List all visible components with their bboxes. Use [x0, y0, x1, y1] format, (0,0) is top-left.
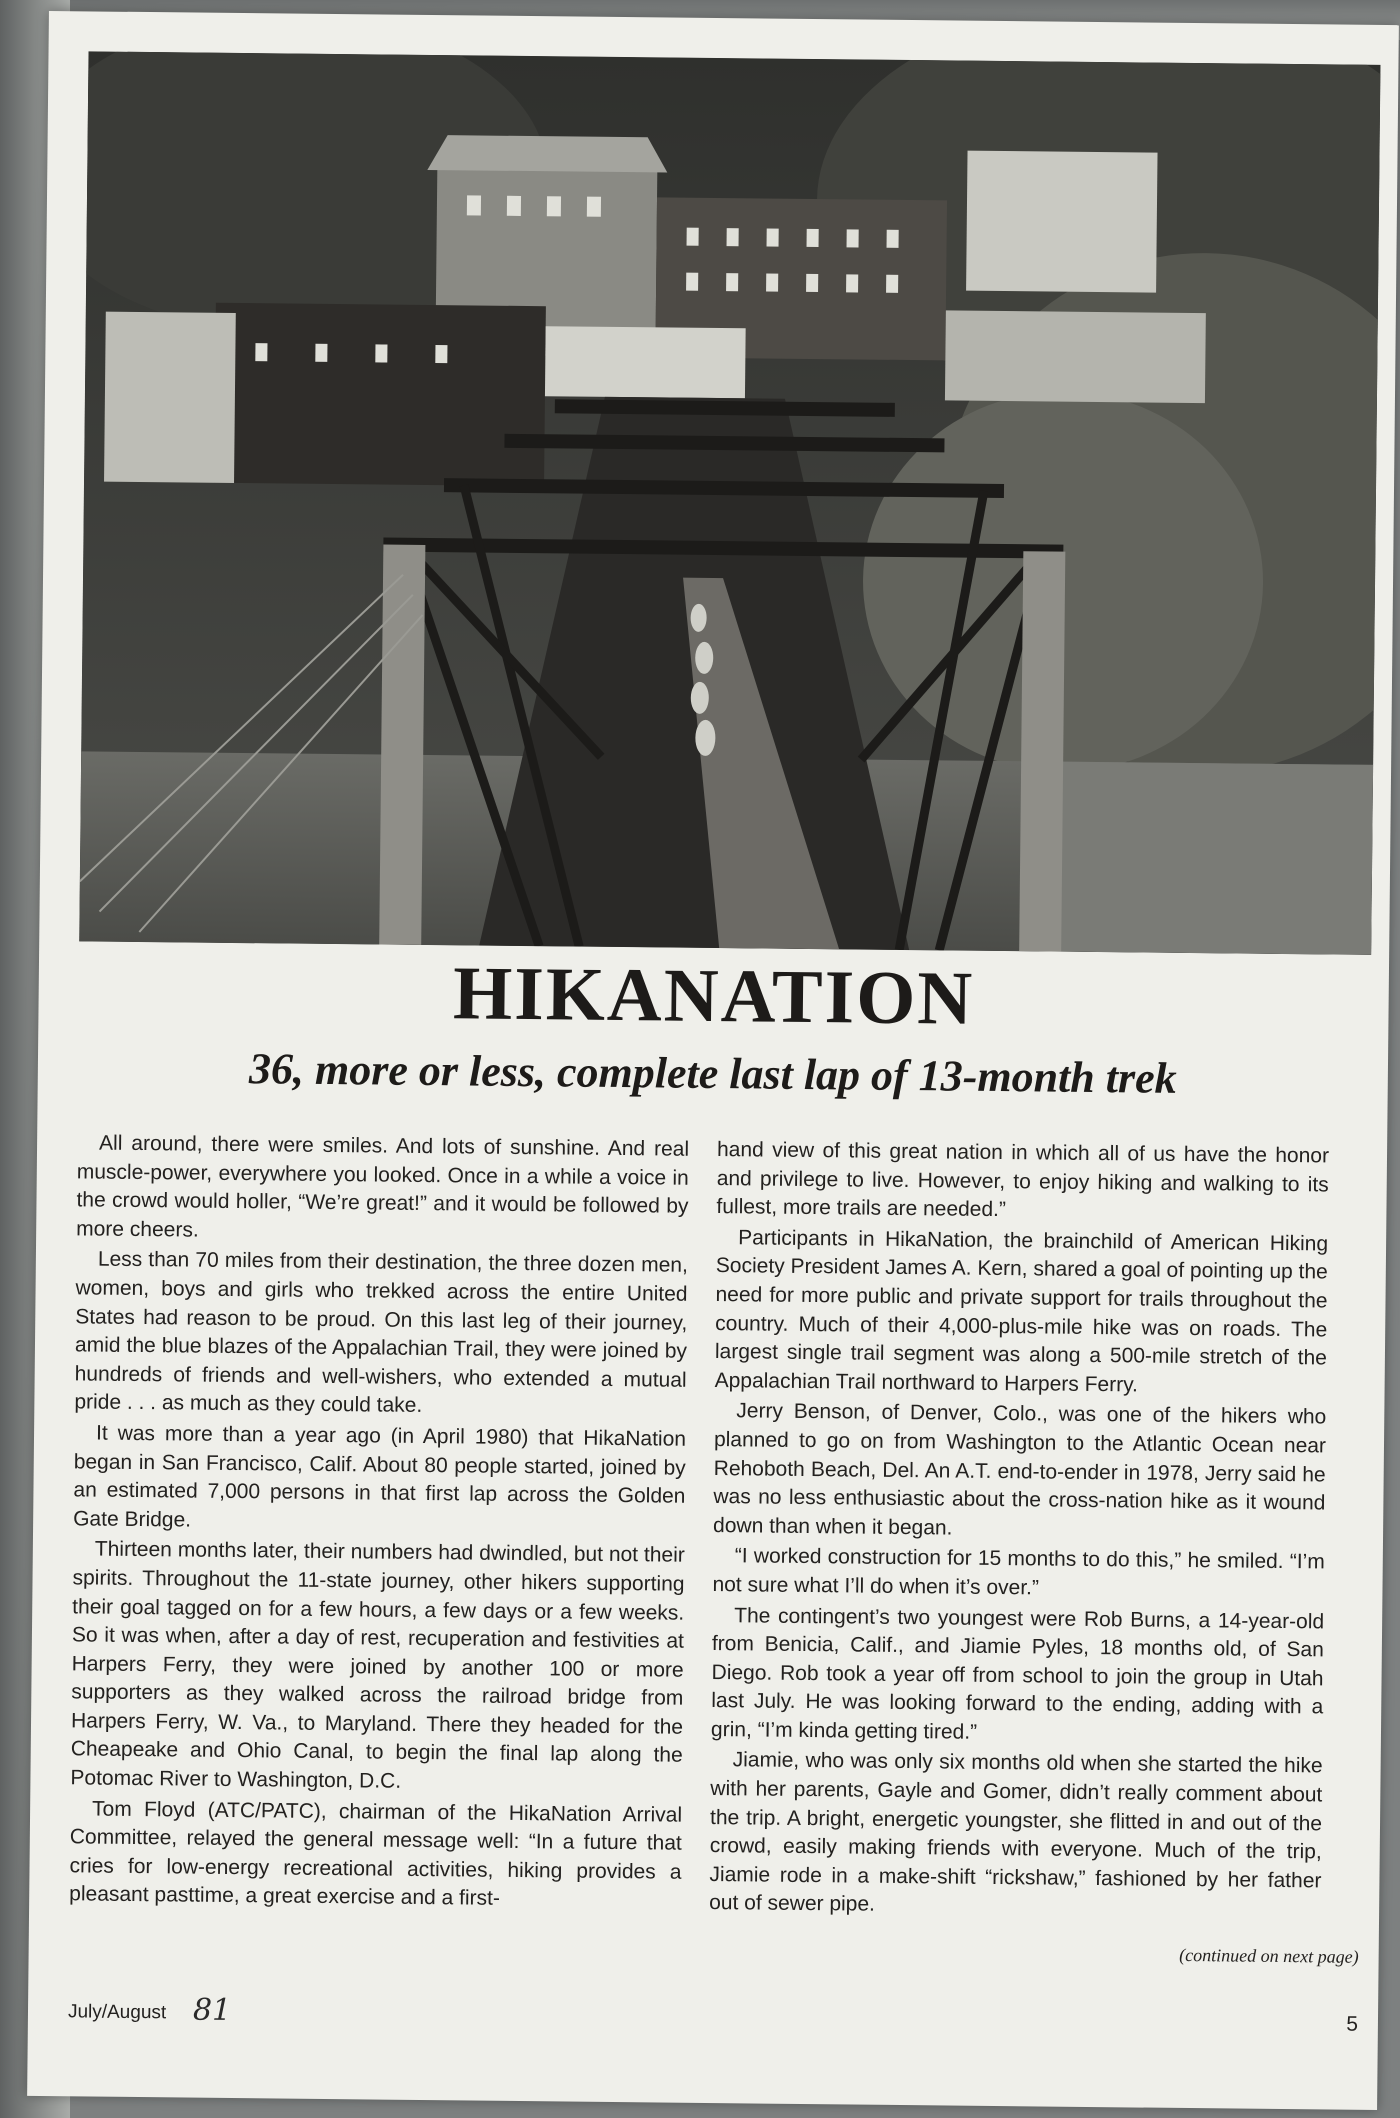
magazine-page	[27, 11, 1399, 2110]
issue-date: July/August	[67, 2001, 167, 2024]
article-paragraph: Tom Floyd (ATC/PATC), chairman of the HikaNation Arrival Committee, relayed the general message well: “In a future that cries for low-energy recreational activities, hiking provides a pleasant pasttime, a great exercise and a first-	[69, 1797, 683, 1911]
article-paragraph: Jerry Benson, of Denver, Colo., was one of the hikers who planned to go on from Washington to the Atlantic Ocean near Rehoboth Beach, Del. An A.T. end-to-ender in 1978, Jerry said he was no less enthusiastic about the cross-nation hike as it wound down than when it began.	[713, 1399, 1327, 1540]
bridge-photo-illustration	[79, 51, 1380, 954]
article-paragraph: Participants in HikaNation, the brainchild of American Hiking Society President James A. Kern, shared a goal of pointing up the need for more public and private support for trails throughout the country. Much of their 4,000-plus-mile hike was on roads. The largest single trail segment was along a 500-mile stretch of the Appalachian Trail northward to Harpers Ferry.	[714, 1226, 1329, 1397]
article-paragraph-continued: hand view of this great nation in which all of us have the honor and privilege to live. However, to enjoy hiking and walking to its fullest, more trails are needed.”	[716, 1138, 1330, 1222]
bridge-photo	[79, 51, 1380, 954]
article-paragraph: It was more than a year ago (in April 1980) that HikaNation began in San Francisco, Calif. About 80 people started, joined by an estimated 7,000 persons in that first lap across the Golden Gate Bridge.	[73, 1421, 687, 1532]
article-paragraph: Less than 70 miles from their destination, the three dozen men, women, boys and girls who trekked across the entire United States had reason to be proud. On this last leg of their journey, amid the blue blazes of the Appalachian Trail, they were joined by hundreds of friends and well-wishers, who extended a mutual pride . . . as much as they could take.	[74, 1247, 688, 1418]
article-column-right	[709, 1136, 1329, 1926]
continued-note: (continued on next page)	[1179, 1944, 1359, 1967]
page-number: 5	[1346, 2012, 1359, 2036]
article-paragraph: Jiamie, who was only six months old when she started the hike with her parents, Gayle and Gomer, didn’t really comment about the trip. A bright, energetic youngster, she flitted in and out of the crowd, easily making friends with everyone. Much of the trip, Jiamie rode in a make-shift “rickshaw,” fashioned by her father out of sewer pipe.	[709, 1748, 1323, 1917]
article-paragraph: “I worked construction for 15 months to do this,” he smiled. “I’m not sure what I’ll do when it’s over.”	[712, 1544, 1325, 1600]
article-paragraph: The contingent’s two youngest were Rob Burns, a 14-year-old from Benicia, Calif., and Jiamie Pyles, 18 months old, of San Diego. Rob took a year off from school to join the group in Utah last July. He was looking forward to the ending, adding with a grin, “I’m kinda getting tired.”	[710, 1603, 1325, 1744]
article-column-left	[69, 1129, 689, 1917]
article-paragraph: Thirteen months later, their numbers had dwindled, but not their spirits. Throughout the 11-state journey, other hikers supporting their goal tagged on for a few hours, a few days or a few weeks. So it was when, after a day of rest, recuperation and festivities at Harpers Ferry, they were joined by another 100 or more supporters as they walked across the railroad bridge from Harpers Ferry, W. Va., to Maryland. There they headed for the Cheapeake and Ohio Canal, to begin the final lap along the Potomac River to Washington, D.C.	[70, 1537, 685, 1793]
article-headline: HIKANATION	[452, 951, 975, 1041]
handwritten-year: 81	[192, 1992, 232, 2029]
article-paragraph: All around, there were smiles. And lots of sunshine. And real muscle-power, everywhere you looked. Once in a while a voice in the crowd would holler, “We’re great!” and it would be followed by more cheers.	[76, 1131, 690, 1242]
article-subhead: 36, more or less, complete last lap of 13-month trek	[248, 1044, 1177, 1103]
